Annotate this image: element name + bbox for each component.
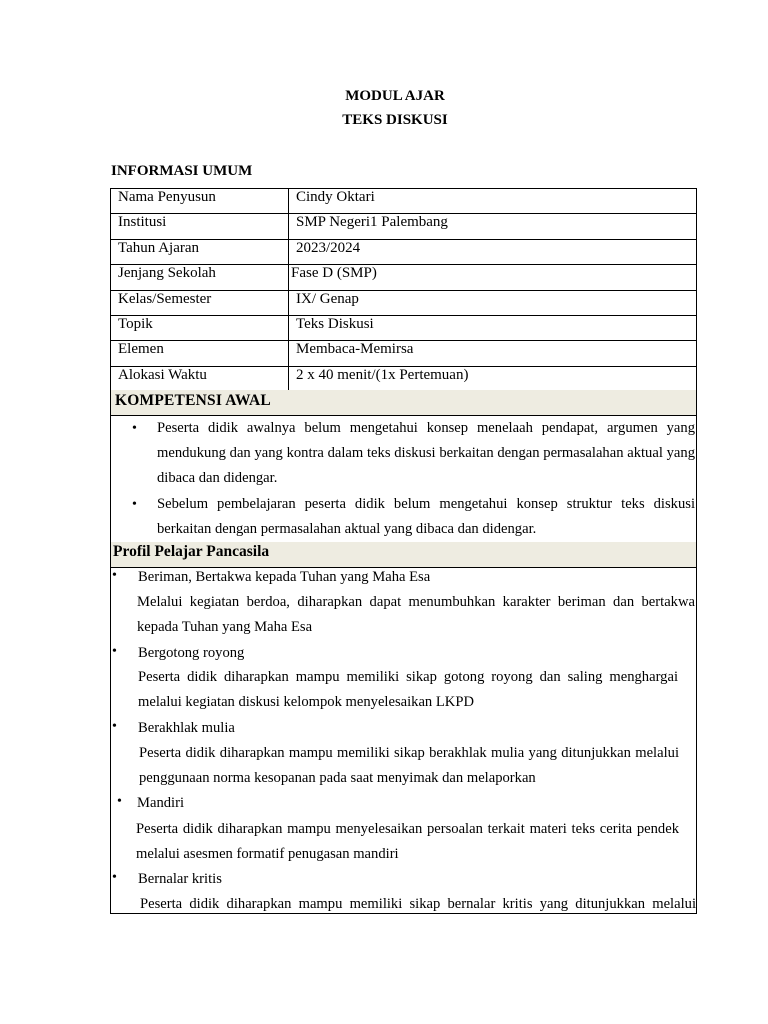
bullet-icon: • [112,870,117,885]
profil-item-title: Berakhlak mulia [138,720,235,736]
row-value: Cindy Oktari [289,189,697,214]
list-item [132,416,695,492]
table-row [111,341,697,366]
row-label: Elemen [111,341,289,366]
row-value: 2023/2024 [289,239,697,264]
document-subtitle: TEKS DISKUSI [342,112,448,128]
profil-item-description: Peserta didik diharapkan mampu memiliki sikap bernalar kritis yang ditunjukkan melalui [140,896,696,912]
row-label: Institusi [111,214,289,239]
table-row [111,189,697,214]
row-value: IX/ Genap [289,290,697,315]
row-label: Jenjang Sekolah [111,265,289,290]
list-item-text: Peserta didik awalnya belum mengetahui konsep menelaah pendapat, argumen yang mendukung dan yang kontra dalam teks diskusi berkaitan dengan permasalahan aktual yang dibaca dan didengar. [157,420,695,487]
document-title: MODUL AJAR [345,88,445,104]
row-value: Fase D (SMP) [289,265,697,290]
table-row [111,214,697,239]
profil-item-description: Peserta didik diharapkan mampu memiliki sikap berakhlak mulia yang ditunjukkan melalui penggunaan norma kesopanan pada saat menyimak dan melaporkan [139,745,679,787]
row-label: Topik [111,315,289,340]
table-row [111,265,697,290]
row-label: Kelas/Semester [111,290,289,315]
kompetensi-awal-body [110,416,697,543]
row-value: 2 x 40 menit/(1x Pertemuan) [289,366,697,391]
bullet-icon: • [132,421,137,436]
profil-pelajar-heading: Profil Pelajar Pancasila [110,542,697,568]
row-label: Alokasi Waktu [111,366,289,391]
profil-item-title: Bernalar kritis [138,871,222,887]
row-value: SMP Negeri1 Palembang [289,214,697,239]
informasi-umum-table [110,188,697,392]
table-row [111,239,697,264]
profil-item-title: Beriman, Bertakwa kepada Tuhan yang Maha Esa [138,569,431,585]
kompetensi-awal-heading: KOMPETENSI AWAL [110,390,697,416]
informasi-umum-heading: INFORMASI UMUM [111,163,253,179]
profil-pelajar-body [110,568,697,914]
list-item [132,492,695,542]
profil-item-title: Bergotong royong [138,645,245,661]
list-item-text: Sebelum pembelajaran peserta didik belum mengetahui konsep struktur teks diskusi berkaitan dengan permasalahan aktual yang dibaca dan didengar. [157,496,695,538]
row-label: Tahun Ajaran [111,239,289,264]
profil-item-description: Melalui kegiatan berdoa, diharapkan dapat menumbuhkan karakter beriman dan bertakwa kepada Tuhan yang Maha Esa [137,594,695,636]
bullet-icon: • [117,794,122,809]
bullet-icon: • [132,497,137,512]
table-row [111,366,697,391]
row-value: Teks Diskusi [289,315,697,340]
table-row [111,290,697,315]
profil-item-description: Peserta didik diharapkan mampu menyelesaikan persoalan terkait materi teks cerita pendek melalui asesmen formatif penugasan mandiri [136,821,679,863]
profil-item-description: Peserta didik diharapkan mampu memiliki sikap gotong royong dan saling menghargai melalui kegiatan diskusi kelompok menyelesaikan LKPD [138,669,678,711]
profil-item-title: Mandiri [137,795,185,811]
bullet-icon: • [112,568,117,583]
row-label: Nama Penyusun [111,189,289,214]
row-value: Membaca-Memirsa [289,341,697,366]
bullet-icon: • [112,644,117,659]
bullet-icon: • [112,719,117,734]
table-row [111,315,697,340]
